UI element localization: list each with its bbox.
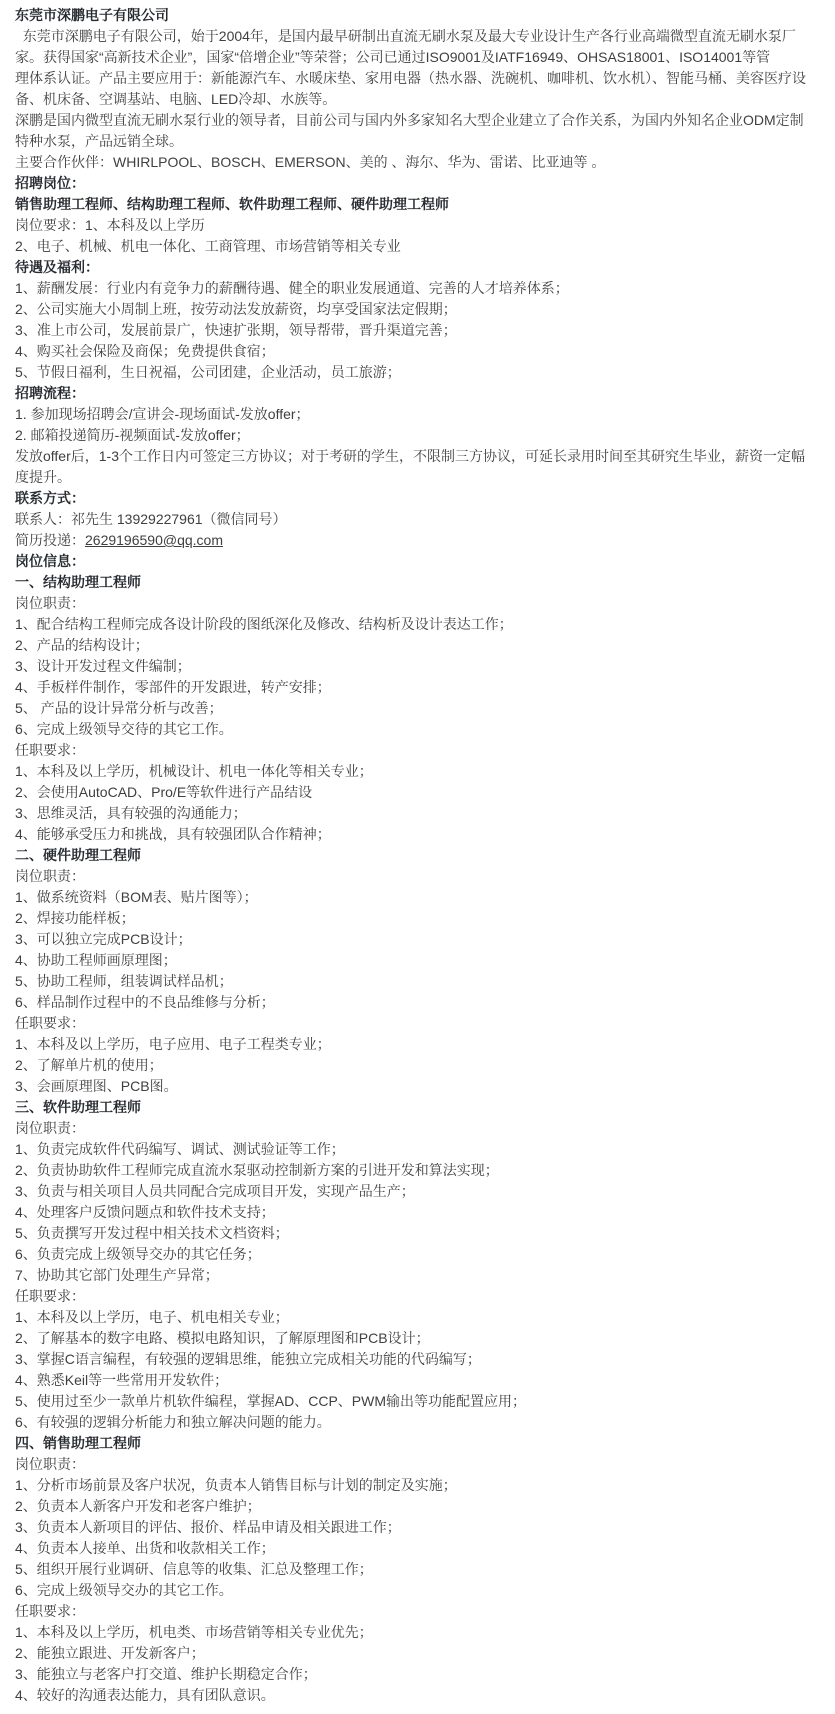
text-line: 东莞市深鹏电子有限公司，始于2004年，是国内最早研制出直流无刷水泵及最大专业设计生产各行业高端微型直流无刷水泵厂 — [15, 28, 796, 44]
text-line: 4、能够承受压力和挑战，具有较强团队合作精神； — [15, 826, 331, 842]
text-line: 3、负责与相关项目人员共同配合完成项目开发，实现产品生产； — [15, 1183, 415, 1199]
text-line: 1、分析市场前景及客户状况，负责本人销售目标与计划的制定及实施； — [15, 1477, 457, 1493]
text-line: 2、能独立跟进、开发新客户； — [15, 1645, 205, 1661]
section-heading-line: 联系方式： — [15, 490, 85, 506]
text-line: 2、产品的结构设计； — [15, 637, 149, 653]
text-line: 6、有较强的逻辑分析能力和独立解决问题的能力。 — [15, 1414, 331, 1430]
text-line: 岗位职责： — [15, 868, 85, 884]
text-line: 1、本科及以上学历，机械设计、机电一体化等相关专业； — [15, 763, 373, 779]
text-line: 任职要求： — [15, 1603, 85, 1619]
text-line: 2、公司实施大小周制上班，按劳动法发放薪资，均享受国家法定假期； — [15, 301, 457, 317]
text-line: 1、配合结构工程师完成各设计阶段的图纸深化及修改、结构析及设计表达工作； — [15, 616, 513, 632]
text-line: 2、焊接功能样板； — [15, 910, 135, 926]
text-line: 2、了解基本的数字电路、模拟电路知识，了解原理图和PCB设计； — [15, 1330, 430, 1346]
section-heading-line: 一、结构助理工程师 — [15, 574, 141, 590]
text-line: 3、可以独立完成PCB设计； — [15, 931, 192, 947]
text-line: 3、准上市公司，发展前景广，快速扩张期，领导帮带，晋升渠道完善； — [15, 322, 457, 338]
text-line: 家。获得国家“高新技术企业”，国家“倍增企业”等荣誉；公司已通过ISO9001及IATF16949、OHSAS18001、ISO14001等管 — [15, 49, 771, 65]
section-heading-line: 三、软件助理工程师 — [15, 1099, 141, 1115]
text-line: 7、协助其它部门处理生产异常； — [15, 1267, 219, 1283]
text-line: 3、思维灵活，具有较强的沟通能力； — [15, 805, 247, 821]
text-line: 1、本科及以上学历，电子应用、电子工程类专业； — [15, 1036, 331, 1052]
text-line: 任职要求： — [15, 1015, 85, 1031]
text-line: 4、手板样件制作，零部件的开发跟进，转产安排； — [15, 679, 331, 695]
text-line: 备、机床备、空调基站、电脑、LED冷却、水族等。 — [15, 91, 337, 107]
text-line: 1. 参加现场招聘会/宣讲会-现场面试-发放offer； — [15, 406, 310, 422]
text-line: 4、熟悉Keil等一些常用开发软件； — [15, 1372, 229, 1388]
text-line: 1、本科及以上学历，机电类、市场营销等相关专业优先； — [15, 1624, 373, 1640]
text-line: 6、完成上级领导交待的其它工作。 — [15, 721, 233, 737]
section-heading-line: 岗位信息： — [15, 553, 85, 569]
text-line: 3、设计开发过程文件编制； — [15, 658, 191, 674]
section-heading-line: 四、销售助理工程师 — [15, 1435, 141, 1451]
section-heading-line: 招聘岗位： — [15, 175, 85, 191]
section-heading-line: 东莞市深鹏电子有限公司 — [15, 7, 169, 23]
text-line: 岗位职责： — [15, 595, 85, 611]
text-line: 4、购买社会保险及商保；免费提供食宿； — [15, 343, 275, 359]
text-line: 6、完成上级领导交办的其它工作。 — [15, 1582, 233, 1598]
text-line: 岗位职责： — [15, 1456, 85, 1472]
text-line: 发放offer后，1-3个工作日内可签定三方协议；对于考研的学生，不限制三方协议，可延长录用时间至其研究生毕业，薪资一定幅 — [15, 448, 805, 464]
text-line: 6、样品制作过程中的不良品维修与分析； — [15, 994, 275, 1010]
text-line: 5、使用过至少一款单片机软件编程，掌握AD、CCP、PWM输出等功能配置应用； — [15, 1393, 527, 1409]
text-line: 4、较好的沟通表达能力，具有团队意识。 — [15, 1687, 275, 1703]
section-heading-line: 二、硬件助理工程师 — [15, 847, 141, 863]
resume-email-line — [15, 530, 817, 551]
text-line: 5、组织开展行业调研、信息等的收集、汇总及整理工作； — [15, 1561, 373, 1577]
text-line: 2、负责协助软件工程师完成直流水泵驱动控制新方案的引进开发和算法实现； — [15, 1162, 499, 1178]
text-line: 特种水泵，产品远销全球。 — [15, 133, 183, 149]
text-line: 5、协助工程师，组装调试样品机； — [15, 973, 233, 989]
text-line: 1、做系统资料（BOM表、贴片图等）； — [15, 889, 258, 905]
section-heading-line: 招聘流程： — [15, 385, 85, 401]
text-line: 任职要求： — [15, 742, 85, 758]
text-line: 2、会使用AutoCAD、Pro/E等软件进行产品结设 — [15, 784, 313, 800]
text-line: 5、负责撰写开发过程中相关技术文档资料； — [15, 1225, 289, 1241]
text-line: 理体系认证。产品主要应用于：新能源汽车、水暖床垫、家用电器（热水器、洗碗机、咖啡机、饮水机）、智能马桶、美容医疗设 — [15, 70, 806, 86]
text-line: 度提升。 — [15, 469, 71, 485]
email-link[interactable]: 2629196590@qq.com — [85, 532, 223, 548]
text-line: 2、负责本人新客户开发和老客户维护； — [15, 1498, 261, 1514]
text-line: 2、了解单片机的使用； — [15, 1057, 163, 1073]
email-label: 简历投递： — [15, 532, 85, 548]
text-line: 3、能独立与老客户打交道、维护长期稳定合作； — [15, 1666, 317, 1682]
text-line: 4、协助工程师画原理图； — [15, 952, 177, 968]
text-line: 4、处理客户反馈问题点和软件技术支持； — [15, 1204, 275, 1220]
text-line: 任职要求： — [15, 1288, 85, 1304]
text-line: 岗位职责： — [15, 1120, 85, 1136]
text-line: 5、 产品的设计异常分析与改善； — [15, 700, 223, 716]
text-line: 主要合作伙伴：WHIRLPOOL、BOSCH、EMERSON、美的 、海尔、华为、雷诺、比亚迪等 。 — [15, 154, 606, 170]
section-heading-line: 销售助理工程师、结构助理工程师、软件助理工程师、硬件助理工程师 — [15, 196, 449, 212]
text-line: 3、负责本人新项目的评估、报价、样品申请及相关跟进工作； — [15, 1519, 401, 1535]
text-line: 2、电子、机械、机电一体化、工商管理、市场营销等相关专业 — [15, 238, 401, 254]
text-line: 3、会画原理图、PCB图。 — [15, 1078, 178, 1094]
text-line: 3、掌握C语言编程，有较强的逻辑思维，能独立完成相关功能的代码编写； — [15, 1351, 481, 1367]
text-line: 岗位要求：1、本科及以上学历 — [15, 217, 205, 233]
text-line: 6、负责完成上级领导交办的其它任务； — [15, 1246, 261, 1262]
text-line: 5、节假日福利，生日祝福，公司团建，企业活动，员工旅游； — [15, 364, 401, 380]
text-line: 深鹏是国内微型直流无刷水泵行业的领导者，目前公司与国内外多家知名大型企业建立了合作关系，为国内外知名企业ODM定制 — [15, 112, 804, 128]
text-line: 1、本科及以上学历，电子、机电相关专业； — [15, 1309, 289, 1325]
section-heading-line: 待遇及福利： — [15, 259, 99, 275]
text-line: 1、薪酬发展：行业内有竞争力的薪酬待遇、健全的职业发展通道、完善的人才培养体系； — [15, 280, 569, 296]
text-line: 联系人：祁先生 13929227961（微信同号） — [15, 511, 287, 527]
text-line: 4、负责本人接单、出货和收款相关工作； — [15, 1540, 275, 1556]
text-line: 1、负责完成软件代码编写、调试、测试验证等工作； — [15, 1141, 345, 1157]
text-line: 2. 邮箱投递简历-视频面试-发放offer； — [15, 427, 250, 443]
